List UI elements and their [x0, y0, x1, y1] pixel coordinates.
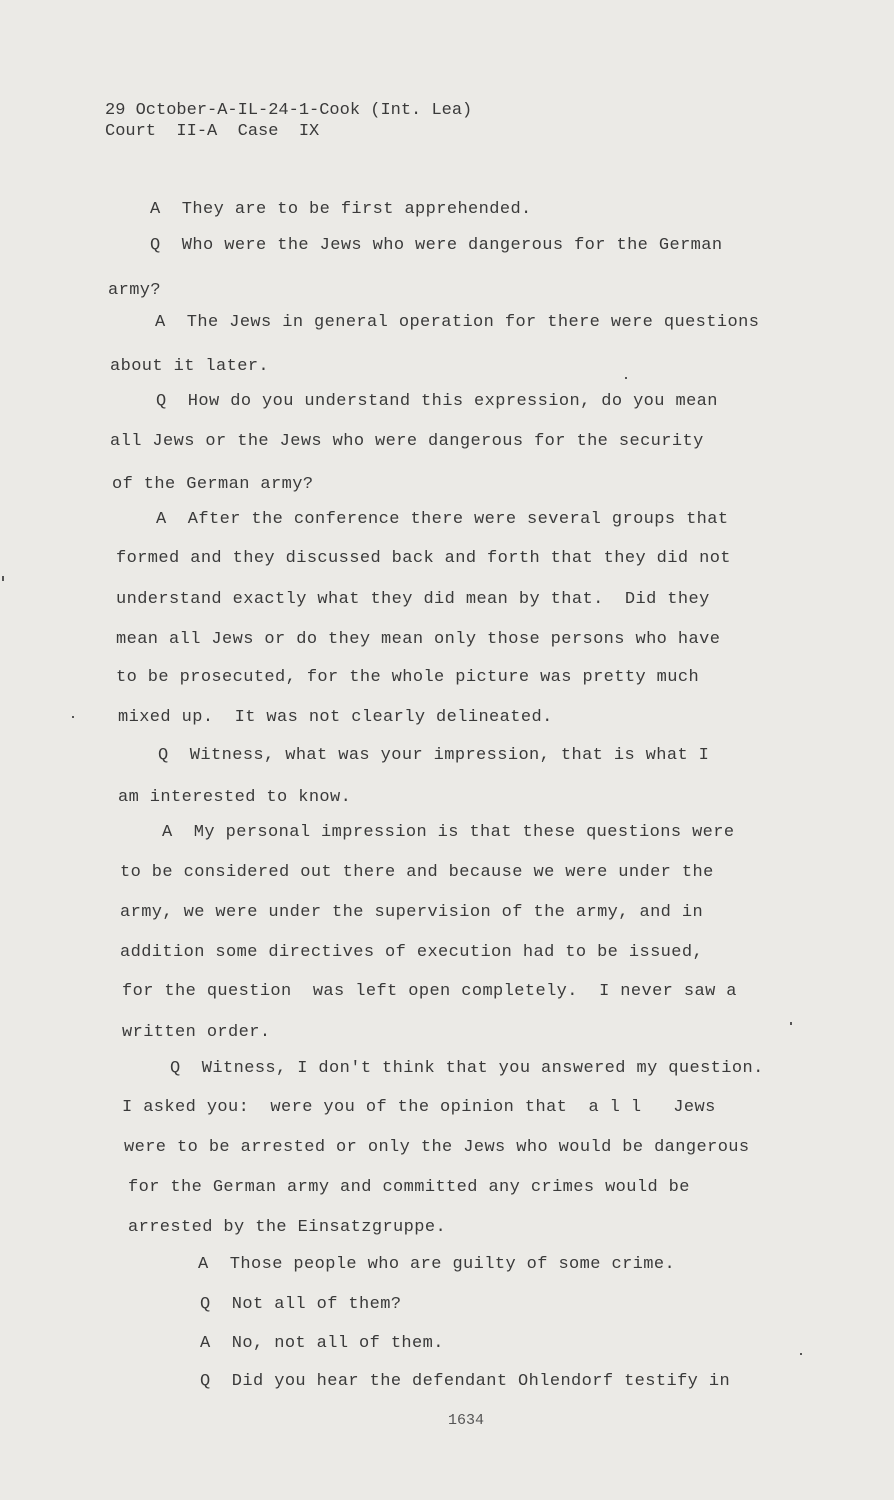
transcript-line: addition some directives of execution had to be issued,	[120, 943, 704, 962]
transcript-line: mean all Jews or do they mean only those persons who have	[116, 630, 721, 649]
paper-mark	[800, 1353, 802, 1355]
transcript-line: Q Who were the Jews who were dangerous for the German	[150, 236, 723, 255]
transcript-line: A The Jews in general operation for there were questions	[155, 313, 760, 332]
paper-mark	[625, 377, 627, 379]
transcript-line: army, we were under the supervision of the army, and in	[120, 903, 704, 922]
paper-mark	[2, 576, 4, 581]
transcript-line: understand exactly what they did mean by that. Did they	[116, 590, 710, 609]
paper-mark	[72, 716, 74, 718]
transcript-line: of the German army?	[112, 475, 314, 494]
transcript-line: Q How do you understand this expression, do you mean	[156, 392, 718, 411]
header-line-1: 29 October-A-IL-24-1-Cook (Int. Lea)	[105, 101, 473, 120]
transcript-line: I asked you: were you of the opinion that a l l Jews	[122, 1098, 716, 1117]
header-line-2: Court II-A Case IX	[105, 122, 320, 141]
paper-mark	[790, 1022, 792, 1025]
transcript-line: A My personal impression is that these questions were	[162, 823, 735, 842]
transcript-line: army?	[108, 281, 162, 300]
transcript-line: were to be arrested or only the Jews who would be dangerous	[124, 1138, 750, 1157]
transcript-line: written order.	[122, 1023, 271, 1042]
transcript-line: to be prosecuted, for the whole picture was pretty much	[116, 668, 700, 687]
transcript-line: to be considered out there and because we were under the	[120, 863, 714, 882]
transcript-line: Q Witness, what was your impression, that is what I	[158, 746, 710, 765]
transcript-line: Q Witness, I don't think that you answered my question.	[170, 1059, 764, 1078]
transcript-line: A After the conference there were several groups that	[156, 510, 729, 529]
transcript-line: Q Not all of them?	[200, 1295, 402, 1314]
document-header	[105, 100, 472, 142]
transcript-line: mixed up. It was not clearly delineated.	[118, 708, 553, 727]
transcript-line: for the German army and committed any crimes would be	[128, 1178, 690, 1197]
transcript-line: about it later.	[110, 357, 270, 376]
transcript-line: am interested to know.	[118, 788, 352, 807]
transcript-line: formed and they discussed back and forth that they did not	[116, 549, 731, 568]
transcript-line: A No, not all of them.	[200, 1334, 444, 1353]
page-number: 1634	[448, 1412, 485, 1429]
transcript-line: Q Did you hear the defendant Ohlendorf testify in	[200, 1372, 731, 1391]
transcript-line: for the question was left open completely. I never saw a	[122, 982, 737, 1001]
transcript-line: A Those people who are guilty of some crime.	[198, 1255, 676, 1274]
transcript-line: all Jews or the Jews who were dangerous for the security	[110, 432, 704, 451]
transcript-line: A They are to be first apprehended.	[150, 200, 532, 219]
transcript-line: arrested by the Einsatzgruppe.	[128, 1218, 447, 1237]
